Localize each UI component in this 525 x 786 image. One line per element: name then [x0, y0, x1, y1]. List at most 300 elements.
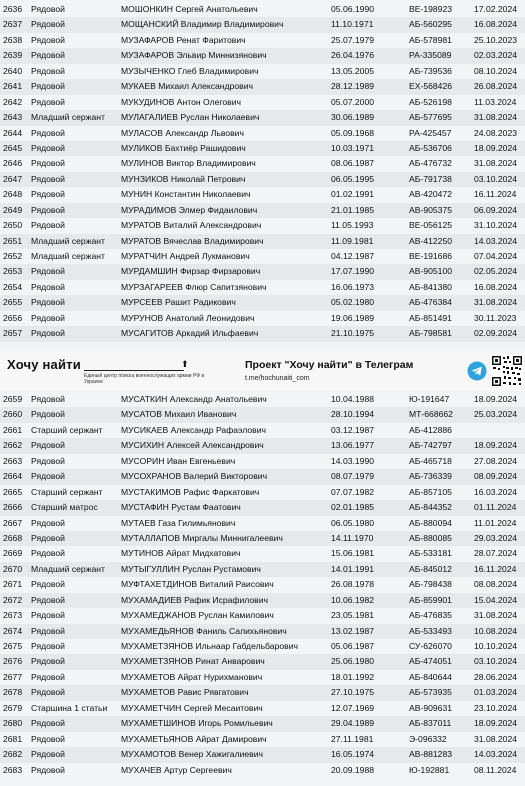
birth-date-cell: 05.07.2000 [331, 96, 375, 107]
document-cell: АБ-851491 [409, 312, 452, 323]
date-cell: 31.08.2024 [474, 297, 518, 308]
date-cell: 18.09.2024 [474, 394, 518, 404]
date-cell: 24.08.2023 [474, 127, 518, 138]
date-cell: 25.10.2023 [474, 34, 518, 45]
birth-date-cell: 10.06.1982 [331, 594, 375, 605]
row-number: 2675 [3, 641, 23, 651]
birth-date-cell: 30.06.1989 [331, 112, 375, 123]
birth-date-cell: 26.08.1978 [331, 579, 375, 590]
row-number: 2656 [3, 312, 23, 323]
document-cell: АВ-420472 [409, 189, 453, 200]
table-row [0, 546, 525, 561]
upload-icon: ⬆ [181, 359, 189, 369]
row-number: 2662 [3, 440, 23, 451]
date-cell: 29.03.2024 [474, 532, 518, 543]
table-row [0, 608, 525, 623]
table-row [0, 172, 525, 187]
row-number: 2674 [3, 625, 23, 636]
row-number: 2672 [3, 594, 23, 605]
name-cell: МУХАМЕТОВ Равис Рявгатович [121, 687, 249, 698]
telegram-link[interactable]: t.me/hochunaiti_com [245, 375, 310, 382]
birth-date-cell: 14.01.1991 [331, 563, 375, 574]
date-cell: 18.09.2024 [474, 440, 518, 451]
table-row [0, 732, 525, 747]
birth-date-cell: 13.02.1987 [331, 625, 375, 636]
birth-date-cell: 08.07.1979 [331, 471, 375, 482]
document-cell: АВ-412250 [409, 235, 453, 246]
date-cell: 06.09.2024 [474, 204, 518, 215]
birth-date-cell: 06.05.1980 [331, 517, 375, 528]
table-row [0, 264, 525, 279]
table-row [0, 485, 525, 500]
document-cell: АБ-476732 [409, 158, 452, 169]
name-cell: МУХАМЕТЬЯНОВ Айрат Дамирович [121, 733, 267, 744]
rank-cell: Рядовой [31, 517, 65, 528]
table-row [0, 438, 525, 453]
document-cell: АБ-791738 [409, 173, 452, 184]
birth-date-cell: 21.10.1975 [331, 328, 375, 339]
table-row [0, 747, 525, 762]
name-cell: МУЛАСОВ Александр Львович [121, 127, 244, 138]
table-row [0, 639, 525, 654]
row-number: 2679 [3, 702, 23, 713]
date-cell: 31.08.2024 [474, 610, 518, 621]
rank-cell: Рядовой [31, 471, 65, 482]
document-cell: АВ-881283 [409, 749, 453, 760]
table-row [0, 249, 525, 264]
name-cell: МУНЗИКОВ Николай Петрович [121, 173, 246, 184]
name-cell: МУРДАМШИН Фирзар Фирзарович [121, 266, 261, 277]
document-cell: АБ-476384 [409, 297, 452, 308]
document-cell: АБ-859901 [409, 594, 452, 605]
table-row [0, 203, 525, 218]
date-cell: 11.03.2024 [474, 96, 517, 107]
rank-cell: Рядовой [31, 579, 65, 590]
row-number: 2637 [3, 19, 23, 30]
name-cell: МОЩАНСКИЙ Владимир Владимирович [121, 19, 284, 30]
birth-date-cell: 13.06.1977 [331, 440, 375, 451]
birth-date-cell: 08.06.1987 [331, 158, 375, 169]
date-cell: 16.03.2024 [474, 486, 518, 497]
date-cell: 31.08.2024 [474, 112, 518, 123]
document-cell: ЕХ-568426 [409, 81, 453, 92]
date-cell: 18.09.2024 [474, 718, 518, 729]
document-cell: АВ-909631 [409, 702, 453, 713]
rank-cell: Рядовой [31, 158, 65, 169]
birth-date-cell: 27.11.1981 [331, 733, 374, 744]
rank-cell: Младший сержант [31, 112, 105, 123]
birth-date-cell: 14.11.1970 [331, 532, 374, 543]
rank-cell: Рядовой [31, 718, 65, 729]
document-cell: АБ-465718 [409, 455, 452, 466]
rank-cell: Рядовой [31, 440, 65, 451]
document-cell: АБ-840644 [409, 671, 452, 682]
birth-date-cell: 14.03.1990 [331, 455, 375, 466]
birth-date-cell: 07.07.1982 [331, 486, 375, 497]
name-cell: МУСТАФИН Рустам Фаатович [121, 502, 241, 513]
name-cell: МУСИХИН Алексей Александрович [121, 440, 264, 451]
name-cell: МУХАМЕДЖАНОВ Руслан Камилович [121, 610, 274, 621]
birth-date-cell: 04.12.1987 [331, 251, 375, 261]
date-cell: 18.09.2024 [474, 142, 518, 153]
document-cell: Ю-192881 [409, 764, 450, 775]
rank-cell: Рядовой [31, 312, 65, 323]
birth-date-cell: 28.12.1989 [331, 81, 375, 92]
document-cell: АБ-578981 [409, 34, 452, 45]
birth-date-cell: 25.06.1980 [331, 656, 375, 667]
rank-cell: Младший сержант [31, 235, 105, 246]
date-cell: 15.04.2024 [474, 594, 518, 605]
name-cell: МУФТАХЕТДИНОВ Виталий Раисович [121, 579, 274, 590]
document-cell: СУ-626070 [409, 641, 452, 651]
row-number: 2648 [3, 189, 23, 200]
name-cell: МУЛИНОВ Виктор Владимирович [121, 158, 256, 169]
document-cell: АБ-798438 [409, 579, 452, 590]
row-number: 2670 [3, 563, 23, 574]
birth-date-cell: 15.06.1981 [331, 548, 375, 559]
date-cell: 01.03.2024 [474, 687, 518, 698]
document-cell: РА-425457 [409, 127, 452, 138]
row-number: 2671 [3, 579, 23, 590]
date-cell: 16.11.2024 [474, 189, 517, 200]
document-cell: АБ-736339 [409, 471, 452, 482]
table-row [0, 311, 525, 326]
brand-subtitle: Единый центр поиска военнослужащих армии РФ в Украине [84, 373, 205, 385]
document-cell: АВ-905100 [409, 266, 453, 277]
rank-cell: Рядовой [31, 455, 65, 466]
rank-cell: Рядовой [31, 733, 65, 744]
date-cell: 28.07.2024 [474, 548, 518, 559]
row-number: 2657 [3, 328, 23, 339]
row-number: 2673 [3, 610, 23, 621]
name-cell: МУТАЛЛАПОВ Миргалы Миннигалеевич [121, 532, 283, 543]
name-cell: МУТАЕВ Газа Гилимьянович [121, 517, 236, 528]
document-cell: АБ-476835 [409, 610, 452, 621]
table-row [0, 469, 525, 484]
brand-title: Хочу найти [7, 357, 81, 372]
document-cell: АБ-577695 [409, 112, 452, 123]
row-number: 2638 [3, 34, 23, 45]
name-cell: МУТИНОВ Айрат Мидхатович [121, 548, 241, 559]
name-cell: МУХАМЕДЬЯНОВ Фаниль Салихьянович [121, 625, 287, 636]
row-number: 2652 [3, 251, 23, 261]
rank-cell: Рядовой [31, 50, 65, 61]
row-number: 2669 [3, 548, 23, 559]
name-cell: МУЛИКОВ Бахтиёр Рашидович [121, 142, 246, 153]
birth-date-cell: 21.01.1985 [331, 204, 375, 215]
birth-date-cell: 05.06.1990 [331, 4, 375, 14]
table-row [0, 156, 525, 171]
row-number: 2646 [3, 158, 23, 169]
table-row [0, 392, 525, 407]
birth-date-cell: 20.09.1988 [331, 764, 375, 775]
date-cell: 16.11.2024 [474, 563, 517, 574]
date-cell: 08.11.2024 [474, 764, 517, 775]
row-number: 2666 [3, 502, 23, 513]
name-cell: МУЗАФАРОВ Эльвир Миннизянович [121, 50, 267, 61]
date-cell: 02.03.2024 [474, 50, 518, 61]
name-cell: МУСАТОВ Михаил Иванович [121, 409, 237, 420]
name-cell: МУХАМЕТЗЯНОВ Ильнаар Габдельбарович [121, 641, 298, 651]
name-cell: МУСОРИН Иван Евгеньевич [121, 455, 236, 466]
name-cell: МУКАЕВ Михаил Александрович [121, 81, 253, 92]
date-cell: 02.05.2024 [474, 266, 518, 277]
date-cell: 31.08.2024 [474, 158, 518, 169]
document-cell: АБ-841380 [409, 281, 452, 292]
document-cell: ВЕ-056125 [409, 220, 453, 231]
row-number: 2645 [3, 142, 23, 153]
document-cell: АБ-533181 [409, 548, 452, 559]
row-number: 2651 [3, 235, 23, 246]
name-cell: МУСТАКИМОВ Рафис Фаркатович [121, 486, 260, 497]
document-cell: АБ-742797 [409, 440, 452, 451]
rank-cell: Рядовой [31, 173, 65, 184]
table-row [0, 48, 525, 63]
birth-date-cell: 26.04.1976 [331, 50, 375, 61]
row-number: 2636 [3, 4, 23, 14]
table-row [0, 654, 525, 669]
row-number: 2643 [3, 112, 23, 123]
document-cell: АБ-474051 [409, 656, 452, 667]
name-cell: МУРУНОВ Анатолий Леонидович [121, 312, 255, 323]
rank-cell: Рядовой [31, 625, 65, 636]
rank-cell: Рядовой [31, 656, 65, 667]
name-cell: МУРАТЧИН Андрей Лукманович [121, 251, 250, 261]
name-cell: МУХАМЕТШИНОВ Игорь Ромильевич [121, 718, 273, 729]
birth-date-cell: 13.05.2005 [331, 65, 375, 76]
date-cell: 11.01.2024 [474, 517, 517, 528]
name-cell: МУЗАФАРОВ Ренат Фаритович [121, 34, 246, 45]
name-cell: МУХАЧЕВ Артур Сергеевич [121, 764, 232, 775]
date-cell: 14.03.2024 [474, 749, 518, 760]
document-cell: АБ-533493 [409, 625, 452, 636]
birth-date-cell: 05.06.1987 [331, 641, 375, 651]
name-cell: МУСАГИТОВ Аркадий Ильфаевич [121, 328, 259, 339]
document-cell: АБ-880085 [409, 532, 452, 543]
document-cell: АБ-837011 [409, 718, 452, 729]
birth-date-cell: 16.06.1973 [331, 281, 375, 292]
date-cell: 31.08.2024 [474, 733, 518, 744]
date-cell: 02.09.2024 [474, 328, 518, 339]
rank-cell: Младший сержант [31, 251, 105, 261]
table-row [0, 624, 525, 639]
birth-date-cell: 11.05.1993 [331, 220, 374, 231]
rank-cell: Рядовой [31, 687, 65, 698]
project-title: Проект "Хочу найти" в Телеграм [245, 359, 414, 371]
rank-cell: Рядовой [31, 394, 65, 404]
document-cell: АБ-536706 [409, 142, 452, 153]
rank-cell: Старшина 1 статьи [31, 702, 108, 713]
rank-cell: Рядовой [31, 34, 65, 45]
rank-cell: Старший сержант [31, 424, 103, 435]
table-row [0, 685, 525, 700]
row-number: 2680 [3, 718, 23, 729]
row-number: 2650 [3, 220, 23, 231]
rank-cell: Рядовой [31, 220, 65, 231]
document-cell: АБ-560295 [409, 19, 452, 30]
table-row [0, 2, 525, 17]
document-cell: АБ-880094 [409, 517, 452, 528]
rank-cell: Рядовой [31, 204, 65, 215]
row-number: 2682 [3, 749, 23, 760]
date-cell: 03.10.2024 [474, 656, 518, 667]
name-cell: МУСИКАЕВ Александр Рафаэлович [121, 424, 266, 435]
table-row [0, 454, 525, 469]
date-cell: 10.08.2024 [474, 625, 518, 636]
table-row [0, 64, 525, 79]
birth-date-cell: 01.02.1991 [331, 189, 375, 200]
date-cell: 16.08.2024 [474, 19, 518, 30]
table-row [0, 141, 525, 156]
rank-cell: Рядовой [31, 409, 65, 420]
name-cell: МУРАТОВ Вячеслав Владимирович [121, 235, 264, 246]
birth-date-cell: 23.05.1981 [331, 610, 375, 621]
rank-cell: Рядовой [31, 4, 65, 14]
table-row [0, 500, 525, 515]
table-row [0, 33, 525, 48]
table-row [0, 763, 525, 778]
birth-date-cell: 17.07.1990 [331, 266, 375, 277]
name-cell: МУСАТКИН Александр Анатольевич [121, 394, 267, 404]
table-row [0, 577, 525, 592]
birth-date-cell: 18.01.1992 [331, 671, 375, 682]
table-row [0, 218, 525, 233]
date-cell: 03.10.2024 [474, 173, 518, 184]
name-cell: МУТЫГУЛЛИН Руслан Рустамович [121, 563, 261, 574]
rank-cell: Рядовой [31, 266, 65, 277]
document-cell: Э-096332 [409, 733, 447, 744]
row-number: 2655 [3, 297, 23, 308]
date-cell: 10.10.2024 [474, 641, 518, 651]
row-number: 2667 [3, 517, 23, 528]
row-number: 2649 [3, 204, 23, 215]
rank-cell: Рядовой [31, 594, 65, 605]
name-cell: МУХАМОТОВ Венер Хажигалиевич [121, 749, 264, 760]
table-row [0, 187, 525, 202]
name-cell: МУРАДИМОВ Элмер Фидаилович [121, 204, 258, 215]
rank-cell: Рядовой [31, 297, 65, 308]
table-row [0, 562, 525, 577]
document-cell: АБ-845012 [409, 563, 452, 574]
document-cell: ВЕ-191686 [409, 251, 453, 261]
document-cell: АБ-573935 [409, 687, 452, 698]
table-row [0, 110, 525, 125]
rank-cell: Рядовой [31, 142, 65, 153]
name-cell: МУХАМАДИЕВ Рафик Исрафилович [121, 594, 268, 605]
document-cell: АВ-905375 [409, 204, 453, 215]
document-cell: АБ-857105 [409, 486, 452, 497]
name-cell: МУХАМЕТЗЯНОВ Ринат Анварович [121, 656, 265, 667]
birth-date-cell: 19.06.1989 [331, 312, 375, 323]
table-row [0, 295, 525, 310]
row-number: 2644 [3, 127, 23, 138]
brand-underline [84, 370, 184, 371]
birth-date-cell: 16.05.1974 [331, 749, 375, 760]
name-cell: МОШОНКИН Сергей Анатольевич [121, 4, 258, 14]
date-cell: 25.03.2024 [474, 409, 518, 420]
birth-date-cell: 05.09.1968 [331, 127, 375, 138]
rank-cell: Рядовой [31, 610, 65, 621]
rank-cell: Рядовой [31, 81, 65, 92]
name-cell: МУХАМЕТОВ Айрат Нурихманович [121, 671, 263, 682]
row-number: 2663 [3, 455, 23, 466]
banner [0, 351, 525, 391]
row-number: 2678 [3, 687, 23, 698]
document-cell: АБ-739536 [409, 65, 452, 76]
table-row [0, 234, 525, 249]
birth-date-cell: 11.10.1971 [331, 19, 374, 30]
row-number: 2664 [3, 471, 23, 482]
date-cell: 30.11.2023 [474, 312, 517, 323]
qr-code-icon[interactable] [491, 355, 523, 387]
birth-date-cell: 10.04.1988 [331, 394, 375, 404]
birth-date-cell: 03.12.1987 [331, 424, 375, 435]
name-cell: МУЛАГАЛИЕВ Руслан Николаевич [121, 112, 260, 123]
rank-cell: Рядовой [31, 65, 65, 76]
rank-cell: Рядовой [31, 548, 65, 559]
date-cell: 14.03.2024 [474, 235, 518, 246]
rank-cell: Рядовой [31, 281, 65, 292]
row-number: 2640 [3, 65, 23, 76]
date-cell: 08.08.2024 [474, 579, 518, 590]
date-cell: 23.10.2024 [474, 702, 518, 713]
row-number: 2665 [3, 486, 23, 497]
row-number: 2647 [3, 173, 23, 184]
name-cell: МУРЗАГАРЕЕВ Флюр Сапитзянович [121, 281, 267, 292]
row-number: 2639 [3, 50, 23, 61]
row-number: 2677 [3, 671, 23, 682]
birth-date-cell: 29.04.1989 [331, 718, 375, 729]
roster-table-bottom [0, 392, 525, 778]
rank-cell: Рядовой [31, 328, 65, 339]
row-number: 2683 [3, 764, 23, 775]
date-cell: 27.08.2024 [474, 455, 518, 466]
row-number: 2681 [3, 733, 23, 744]
document-cell: АБ-526198 [409, 96, 452, 107]
table-row [0, 716, 525, 731]
document-cell: АБ-412886 [409, 424, 452, 435]
name-cell: МУСОХРАНОВ Валерий Викторович [121, 471, 268, 482]
table-row [0, 516, 525, 531]
row-number: 2654 [3, 281, 23, 292]
table-row [0, 407, 525, 422]
rank-cell: Рядовой [31, 749, 65, 760]
rank-cell: Рядовой [31, 671, 65, 682]
date-cell: 08.10.2024 [474, 65, 518, 76]
table-row [0, 531, 525, 546]
date-cell: 17.02.2024 [474, 4, 518, 14]
date-cell: 31.10.2024 [474, 220, 518, 231]
table-row [0, 95, 525, 110]
birth-date-cell: 06.05.1995 [331, 173, 375, 184]
table-row [0, 326, 525, 341]
document-cell: ВЕ-198923 [409, 4, 453, 14]
table-row [0, 17, 525, 32]
birth-date-cell: 27.10.1975 [331, 687, 375, 698]
row-number: 2676 [3, 656, 23, 667]
table-row [0, 701, 525, 716]
name-cell: МУРСЕЕВ Рашит Радикович [121, 297, 236, 308]
date-cell: 26.08.2024 [474, 81, 518, 92]
telegram-icon[interactable] [467, 361, 487, 381]
table-row [0, 126, 525, 141]
rank-cell: Старший матрос [31, 502, 98, 513]
table-row [0, 79, 525, 94]
date-cell: 28.06.2024 [474, 671, 518, 682]
name-cell: МУЗЫЧЕНКО Глеб Владимирович [121, 65, 259, 76]
table-row [0, 670, 525, 685]
date-cell: 16.08.2024 [474, 281, 518, 292]
